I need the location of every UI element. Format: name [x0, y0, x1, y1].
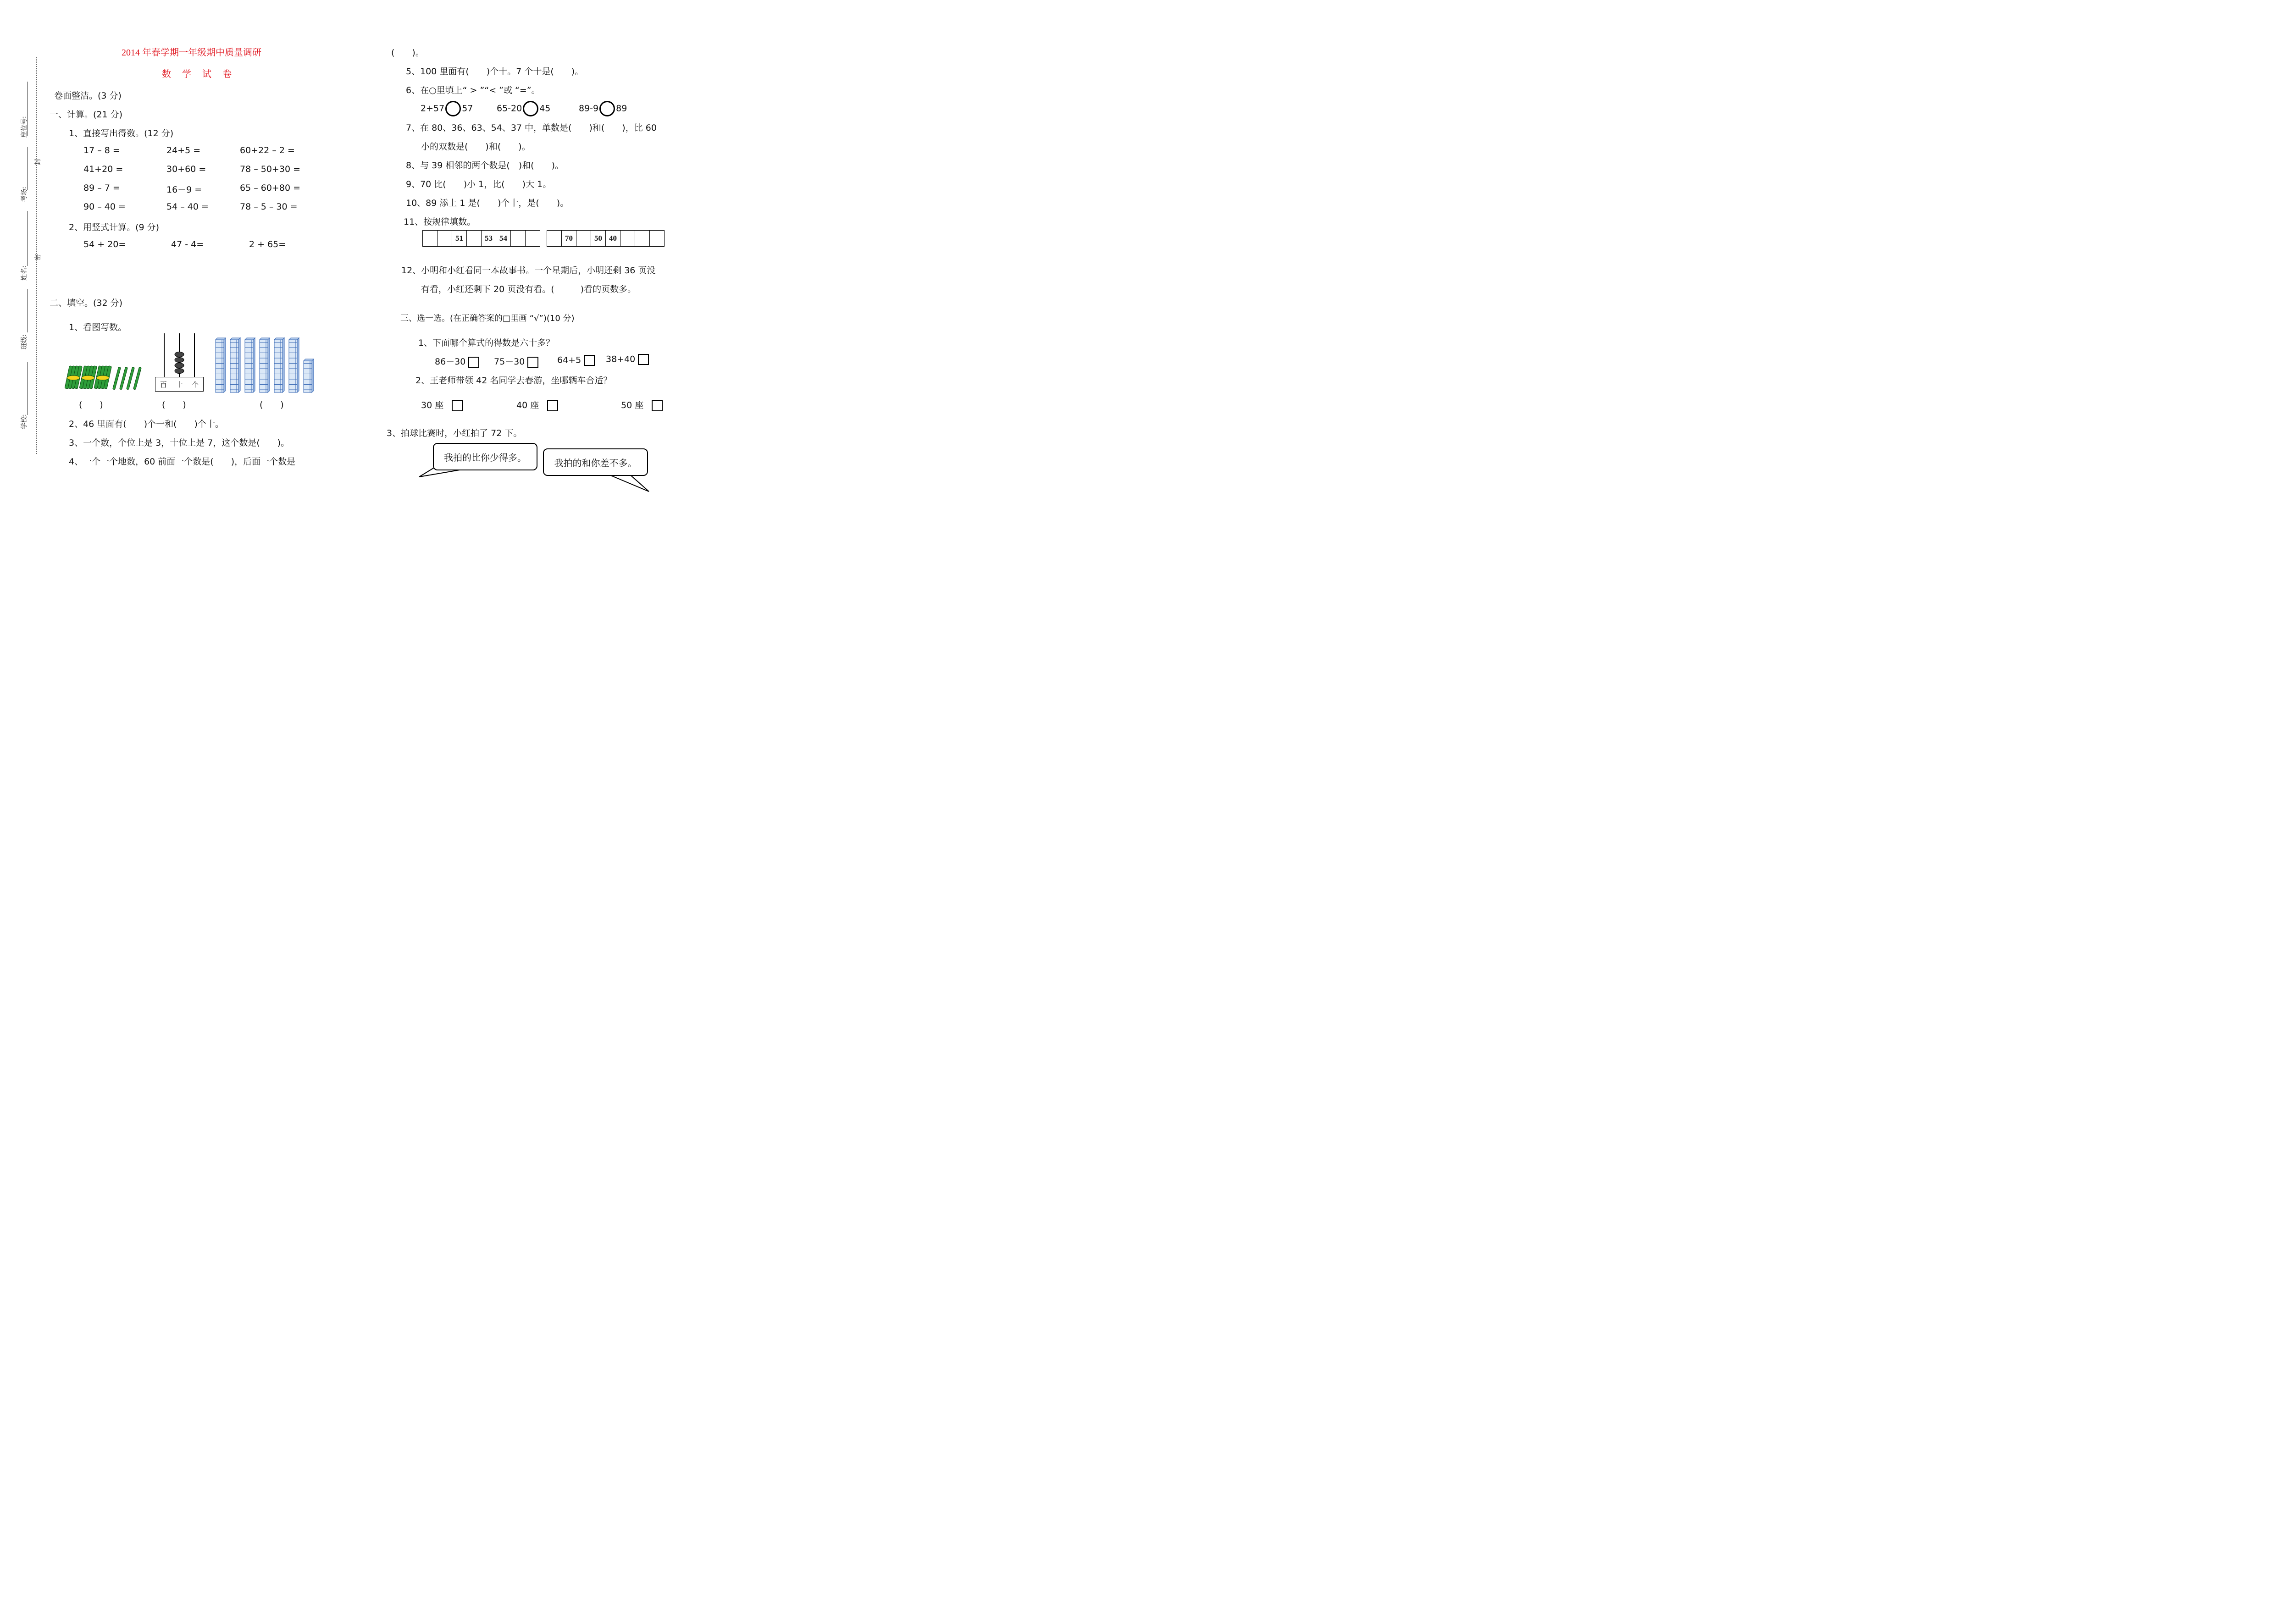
answer-checkbox[interactable]: [584, 355, 595, 366]
calc-item: 90 – 40 =: [83, 202, 126, 212]
sec1-q2: 2、用竖式计算。(9 分): [69, 222, 160, 232]
choice-option: [606, 354, 649, 365]
room-label: 考场:: [21, 187, 28, 202]
answer-checkbox[interactable]: [527, 357, 538, 368]
option-label: 75－30: [494, 357, 525, 367]
calc-item: 41+20 =: [83, 164, 123, 174]
sec2-q12-continued: 有看，小红还剩下 20 页没有看。( )看的页数多。: [421, 284, 637, 294]
calc-item: 30+60 =: [166, 164, 206, 174]
sequence-cell: 53: [482, 231, 496, 247]
compare-circle[interactable]: [599, 101, 615, 116]
number-sequence-1: [422, 230, 540, 247]
picture-answer-blank[interactable]: ( ): [79, 400, 103, 410]
compare-left: 89-9: [579, 103, 599, 114]
sec2-q10: 10、89 添上 1 是( )个十，是( )。: [406, 198, 569, 208]
vertical-calc: 2 + 65=: [249, 239, 286, 249]
sec2-q3: 3、一个数，个位上是 3，十位上是 7，这个数是( )。: [69, 438, 290, 448]
sec2-q4: 4、一个一个地数，60 前面一个数是( )，后面一个数是: [69, 457, 296, 467]
sec2-q8: 8、与 39 相邻的两个数是( )和( )。: [406, 160, 564, 171]
sec3-q2: 2、王老师带领 42 名同学去春游，坐哪辆车合适？: [415, 376, 612, 386]
sequence-cell[interactable]: [467, 231, 482, 247]
option-label: 30 座: [421, 400, 444, 410]
section3-title: 三、选一选。(在正确答案的□里画 “√”)(10 分): [400, 314, 575, 323]
option-label: 50 座: [621, 400, 644, 410]
hundreds-label: 百: [160, 381, 167, 389]
sequence-cell[interactable]: [423, 231, 438, 247]
sec2-q2: 2、46 里面有( )个一和( )个十。: [69, 419, 224, 429]
stick-bundles-illustration: [64, 362, 147, 391]
section1-title: 一、计算。(21 分): [50, 110, 123, 120]
compare-right: 45: [539, 103, 551, 114]
compare-right: 57: [462, 103, 473, 114]
choice-option: [557, 355, 595, 366]
option-label: 86－30: [435, 357, 466, 367]
sequence-cell: 54: [496, 231, 511, 247]
sequence-cell: 70: [562, 231, 576, 247]
option-label: 40 座: [516, 400, 539, 410]
sequence-cell[interactable]: [635, 231, 650, 247]
choice-option: [621, 398, 663, 411]
compare-right: 89: [616, 103, 627, 114]
sequence-cell: 40: [606, 231, 620, 247]
neatness: 卷面整洁。(3 分): [54, 91, 122, 101]
sequence-cell[interactable]: [620, 231, 635, 247]
calc-item: 17 – 8 =: [83, 145, 120, 155]
sec2-q12: 12、小明和小红看同一本故事书。一个星期后，小明还剩 36 页没: [401, 265, 656, 276]
sequence-cell: 51: [452, 231, 467, 247]
number-sequence-2: [547, 230, 665, 247]
compare-left: 2+57: [421, 103, 445, 114]
option-label: 64+5: [557, 355, 582, 365]
compare-item: [421, 101, 473, 116]
sequence-cell[interactable]: [438, 231, 452, 247]
speech-bubble-2: [543, 448, 648, 476]
sec2-q4-continued: ( )。: [391, 48, 424, 58]
picture-answer-blank[interactable]: ( ): [162, 400, 186, 410]
seat-label: 座位号:: [21, 116, 28, 138]
sequence-cell[interactable]: [576, 231, 591, 247]
answer-checkbox[interactable]: [638, 354, 649, 365]
sequence-cell[interactable]: [511, 231, 526, 247]
compare-item: [579, 101, 627, 116]
name-label: 姓名:: [21, 265, 28, 281]
sec2-q9: 9、70 比( )小 1，比( )大 1。: [406, 179, 552, 189]
sec3-q3: 3、拍球比赛时，小红拍了 72 下。: [387, 428, 522, 438]
answer-checkbox[interactable]: [452, 400, 463, 411]
speech-bubble-1: [433, 443, 537, 470]
picture-answer-blank[interactable]: ( ): [260, 400, 284, 410]
sec2-q11: 11、按规律填数。: [404, 217, 476, 227]
school-label: 学校:: [21, 414, 28, 429]
choice-option: [516, 398, 558, 411]
calc-item: 78 – 50+30 =: [240, 164, 300, 174]
class-label: 班级:: [21, 334, 28, 349]
calc-item: 24+5 =: [166, 145, 201, 155]
choice-option: [421, 398, 463, 411]
vertical-calc: 47 - 4=: [171, 239, 204, 249]
compare-circle[interactable]: [523, 101, 538, 116]
exam-subtitle: 数 学 试 卷: [162, 69, 233, 79]
calc-item: 16－9 =: [166, 185, 202, 195]
choice-option: [435, 355, 479, 368]
sec2-q6: 6、在○里填上“ > ”“< ”或 “=”。: [406, 85, 540, 95]
calc-item: 78 – 5 – 30 =: [240, 202, 298, 212]
calc-item: 60+22 – 2 =: [240, 145, 295, 155]
sec2-q7: 7、在 80、36、63、54、37 中，单数是( )和( )，比 60: [406, 123, 657, 133]
sec2-q1: 1、看图写数。: [69, 322, 127, 332]
calc-item: 54 – 40 =: [166, 202, 209, 212]
bubble-text: 我拍的和你差不多。: [554, 457, 637, 469]
option-label: 38+40: [606, 354, 636, 365]
answer-checkbox[interactable]: [652, 400, 663, 411]
mi-char: 密: [34, 254, 42, 260]
abacus-base: [155, 377, 204, 392]
ones-label: 个: [192, 381, 199, 389]
compare-circle[interactable]: [445, 101, 461, 116]
calc-item: 89 – 7 =: [83, 183, 120, 193]
abacus-rods: [155, 332, 204, 378]
sec3-q1: 1、下面哪个算式的得数是六十多？: [418, 338, 555, 348]
vertical-calc: 54 + 20=: [83, 239, 126, 249]
answer-checkbox[interactable]: [547, 400, 558, 411]
sequence-cell[interactable]: [526, 231, 540, 247]
compare-item: [497, 101, 550, 116]
bubble-text: 我拍的比你少得多。: [444, 452, 526, 463]
section2-title: 二、填空。(32 分): [50, 298, 123, 308]
exam-title: 2014 年春学期一年级期中质量调研: [122, 48, 261, 58]
sec2-q7-continued: 小的双数是( )和( )。: [421, 142, 531, 152]
compare-left: 65-20: [497, 103, 522, 114]
calc-item: 65 – 60+80 =: [240, 183, 300, 193]
answer-checkbox[interactable]: [468, 357, 479, 368]
sec2-q5: 5、100 里面有( )个十。7 个十是( )。: [406, 66, 584, 77]
choice-option: [494, 355, 538, 368]
sequence-cell: 50: [591, 231, 606, 247]
sec1-q1: 1、直接写出得数。(12 分): [69, 128, 174, 138]
sequence-cell[interactable]: [650, 231, 665, 247]
tens-label: 十: [176, 381, 183, 389]
feng-char: 封: [34, 159, 42, 165]
sequence-cell[interactable]: [547, 231, 562, 247]
cube-columns-illustration: [214, 337, 315, 393]
